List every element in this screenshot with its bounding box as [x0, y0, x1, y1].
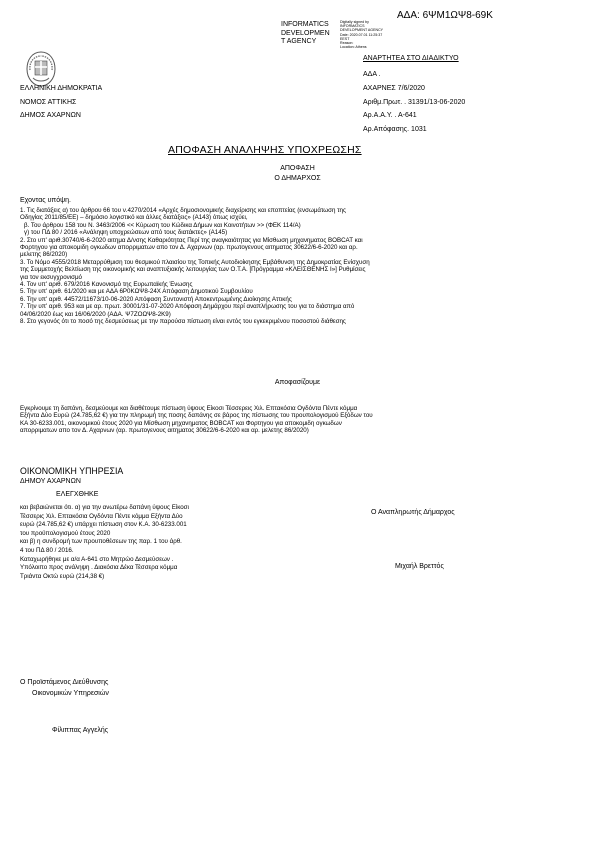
list-item: Φορτηγου για αποκομιδη ογκωδων απορριματων απο τον Δ. Αχαρνων (αρ. πρωτογενους αιτηματος 30622/6-6-2020 και αρ. — [20, 244, 358, 252]
certification-line: Τέσσερις Χιλ. Επτακόσια Ογδόντα Πέντε κόμμα Εξήντα Δύο — [20, 512, 183, 520]
reference-line: Αριθμ.Πρωτ. . 31391/13-06-2020 — [363, 98, 466, 106]
certification-line: του προϋπολογισμού έτους 2020 — [20, 529, 111, 537]
sig-line: Date: 2020.07.01 11:25:37 — [340, 32, 383, 37]
reference-line: Αρ.Α.Α.Υ. . Α-641 — [363, 112, 417, 120]
list-item: 7. Την υπ' αριθ. 953 και με αρ. πρωτ. 30001/31-07-2020 Απόφαση Δημάρχου περί αναπλήρωσης του για το διάστημα από — [20, 303, 355, 311]
head-title-line: Οικονομικών Υπηρεσιών — [32, 689, 109, 697]
reference-line: ΑΔΑ . — [363, 71, 381, 78]
certification-line: Τριάντα Οκτώ ευρώ (214,38 €) — [20, 572, 105, 580]
approval-paragraph — [20, 405, 580, 435]
finance-certification — [20, 504, 280, 581]
sig-line: Reason: — [340, 41, 354, 46]
certification-line: ευρώ (24.785,62 €) υπάρχει πίστωση στον Κ.Α. 30-6233.001 — [20, 521, 187, 529]
reference-line: ΑΧΑΡΝΕΣ 7/6/2020 — [363, 84, 425, 92]
finance-service-title: ΟΙΚΟΝΟΜΙΚΗ ΥΠΗΡΕΣΙΑ — [20, 466, 124, 476]
list-item: 1. Τις διατάξεις α) του άρθρου 66 του ν.4270/2014 «Αρχές δημοσιονομικής διαχείρισης και εποπτείας (ενσωμάτωση της — [20, 207, 346, 214]
list-item: 5. Την υπ' αριθ. 61/2020 και με ΑΔΑ 6Ρ0ΚΩΨ8-24Χ Απόφαση Δημοτικού Συμβουλίου — [20, 288, 253, 296]
deputy-mayor-name: Μιχαήλ Βρεττός — [395, 563, 444, 570]
document-title: ΑΠΟΦΑΣΗ ΑΝΑΛΗΨΗΣ ΥΠΟΧΡΕΩΣΗΣ — [168, 144, 362, 156]
sig-line: Digitally signed by — [340, 20, 369, 24]
list-item: γ) του ΠΔ 80 / 2016 «Ανάληψη υποχρεώσεων από τους διατάκτες» (Α145) — [24, 229, 228, 237]
reference-line: Αρ.Απόφασης. 1031 — [363, 126, 427, 134]
deputy-mayor-title: Ο Αναπληρωτής Δήμαρχος — [371, 509, 455, 516]
head-of-finance-title — [20, 678, 109, 699]
finance-municipality: ΔΗΜΟΥ ΑΧΑΡΝΩΝ — [20, 478, 81, 485]
list-item: μελετης 86/2020) — [20, 251, 68, 259]
decision-label: ΑΠΟΦΑΣΗ — [280, 165, 315, 172]
considerations-list — [20, 207, 580, 326]
ada-top: ΑΔΑ: 6ΨΜ1ΩΨ8-69Κ — [397, 10, 493, 21]
sig-line: EEST — [340, 36, 350, 41]
digital-signature-details — [340, 20, 383, 49]
certification-line: Καταχωρήθηκε με α/α Α-641 στο Μητρώο Δεσμεύσεων . — [20, 555, 174, 563]
issuer-line: ΔΗΜΟΣ ΑΧΑΡΝΩΝ — [20, 112, 81, 119]
issuer-block — [20, 82, 102, 123]
head-title-line: Ο Προϊστάμενος Διεύθυνσης — [20, 679, 109, 686]
approval-line: Εξήντα Δύο Ευρώ (24.785,62 €) για την πληρωμή της ποσης δαπάνης σε βάρος της πίστωσης του προυπολογισμού Εξόδων του — [20, 412, 373, 420]
considering-label: Εχοντας υπόψη. — [20, 197, 71, 204]
reference-block — [363, 68, 465, 137]
list-item: Οδηγίας 2011/85/ΕΕ) – δημόσιο λογιστικό και άλλες διατάξεις» (Α143) όπως ισχύει, — [20, 214, 248, 222]
list-item: 2. Στο υπ' αριθ.30740/6-6-2020 αιτημα Δ/νσης Καθαριότητας Περί της αναγκαιότητας για Μίσθωση μηχανηματος BOBCAT και — [20, 236, 363, 244]
posted-online-label: ΑΝΑΡΤΗΤΕΑ ΣΤΟ ΔΙΑΔΙΚΤΥΟ — [363, 55, 459, 62]
certification-line: Υπόλοιπο προς ανάληψη . Διακόσια Δέκα Τέσσερα κόμμα — [20, 564, 178, 572]
sig-line: INFORMATICS — [340, 24, 365, 29]
list-item: 4. Τον υπ' αριθ. 679/2016 Κανονισμό της Ευρωπαϊκής Ένωσης — [20, 281, 193, 289]
approval-line: Εγκρίνουμε τη δαπάνη, δεσμεύουμε και διαθέτουμε πίστωση ύψους Είκοσι Τέσσερεις Χιλ. Επτακόσια Ογδόντα Πέντε κόμμα — [20, 405, 358, 412]
signature-agency-name — [281, 21, 330, 47]
certification-line: και β) η συνδρομή των προυποθέσεων της παρ. 1 του άρθ. — [20, 538, 182, 546]
decide-label: Αποφασίζουμε — [274, 379, 321, 386]
list-item: για τον εκσυγχρονισμό — [20, 273, 82, 281]
list-item: 3. Το Νόμο 4555/2018 Μεταρρύθμιση του θεσμικού πλαισίου της Τοπικής Αυτοδιοίκησης Εμβάθυνση της Δημοκρατίας Ενίσχυση — [20, 258, 370, 266]
list-item: β. Του άρθρου 158 του Ν. 3463/2006 << Κύρωση του Κώδικα Δήμων και Κοινοτήτων >> (ΦΕΚ 114/Α) — [24, 221, 301, 229]
list-item: της Συμμετοχής Βελτίωση της οικονομικής και αναπτυξιακής λειτουργίας των Ο.Τ.Α. [Πρόγραμμα «ΚΛΕΙΣΘΕΝΗΣ Ι»] Ρυθμίσεις — [20, 266, 366, 274]
agency-line: T AGENCY — [281, 38, 317, 46]
approval-line: ΚΑ 30-6233.001, οικονομικού έτους 2020 για Μίσθωση μηχανηματος BOBCAT και Φορτηγου για αποκομιδη ογκωδων — [20, 419, 342, 427]
list-item: 6. Την υπ' αριθ. 44572/11673/10-06-2020 Απόφαση Συντονιστή Αποκεντρωμένης Διοίκησης Αττικής — [20, 295, 292, 303]
checked-label: ΕΛΕΓΧΘΗΚΕ — [56, 491, 99, 498]
issuer-line: ΝΟΜΟΣ ΑΤΤΙΚΗΣ — [20, 98, 77, 106]
list-item: 8. Στο γεγονός ότι το ποσό της δεσμεύσεως με την παρούσα πίστωση είναι εντός του εγκεκριμένου ποσοστού διάθεσης — [20, 318, 346, 326]
issuer-line: ΕΛΛΗΝΙΚΗ ΔΗΜΟΚΡΑΤΙΑ — [20, 85, 103, 92]
agency-line: DEVELOPMEN — [281, 29, 330, 37]
agency-line: INFORMATICS — [281, 21, 329, 28]
certification-line: 4 του ΠΔ 80 / 2016. — [20, 546, 74, 554]
certification-line: και βεβαιώνεται ότι. α) για την ανωτέρω δαπάνη ύψους Είκοσι — [20, 504, 189, 511]
head-of-finance-name: Φίλιππας Αγγελής — [52, 727, 109, 734]
sig-line: Location: Athens — [340, 45, 367, 50]
approval-line: απορριματων απο τον Δ. Αχαρνων (αρ. πρωτογενους αιτηματος 30622/6-6-2020 και αρ. μελετης 86/2020) — [20, 427, 309, 435]
list-item: 04/06/2020 έως και 16/06/2020 (ΑΔΑ. Ψ7ΖΟΩΨ8-2Κ9) — [20, 310, 171, 318]
mayor-label: Ο ΔΗΜΑΡΧΟΣ — [274, 175, 321, 182]
sig-line: DEVELOPMENT AGENCY — [340, 28, 384, 33]
